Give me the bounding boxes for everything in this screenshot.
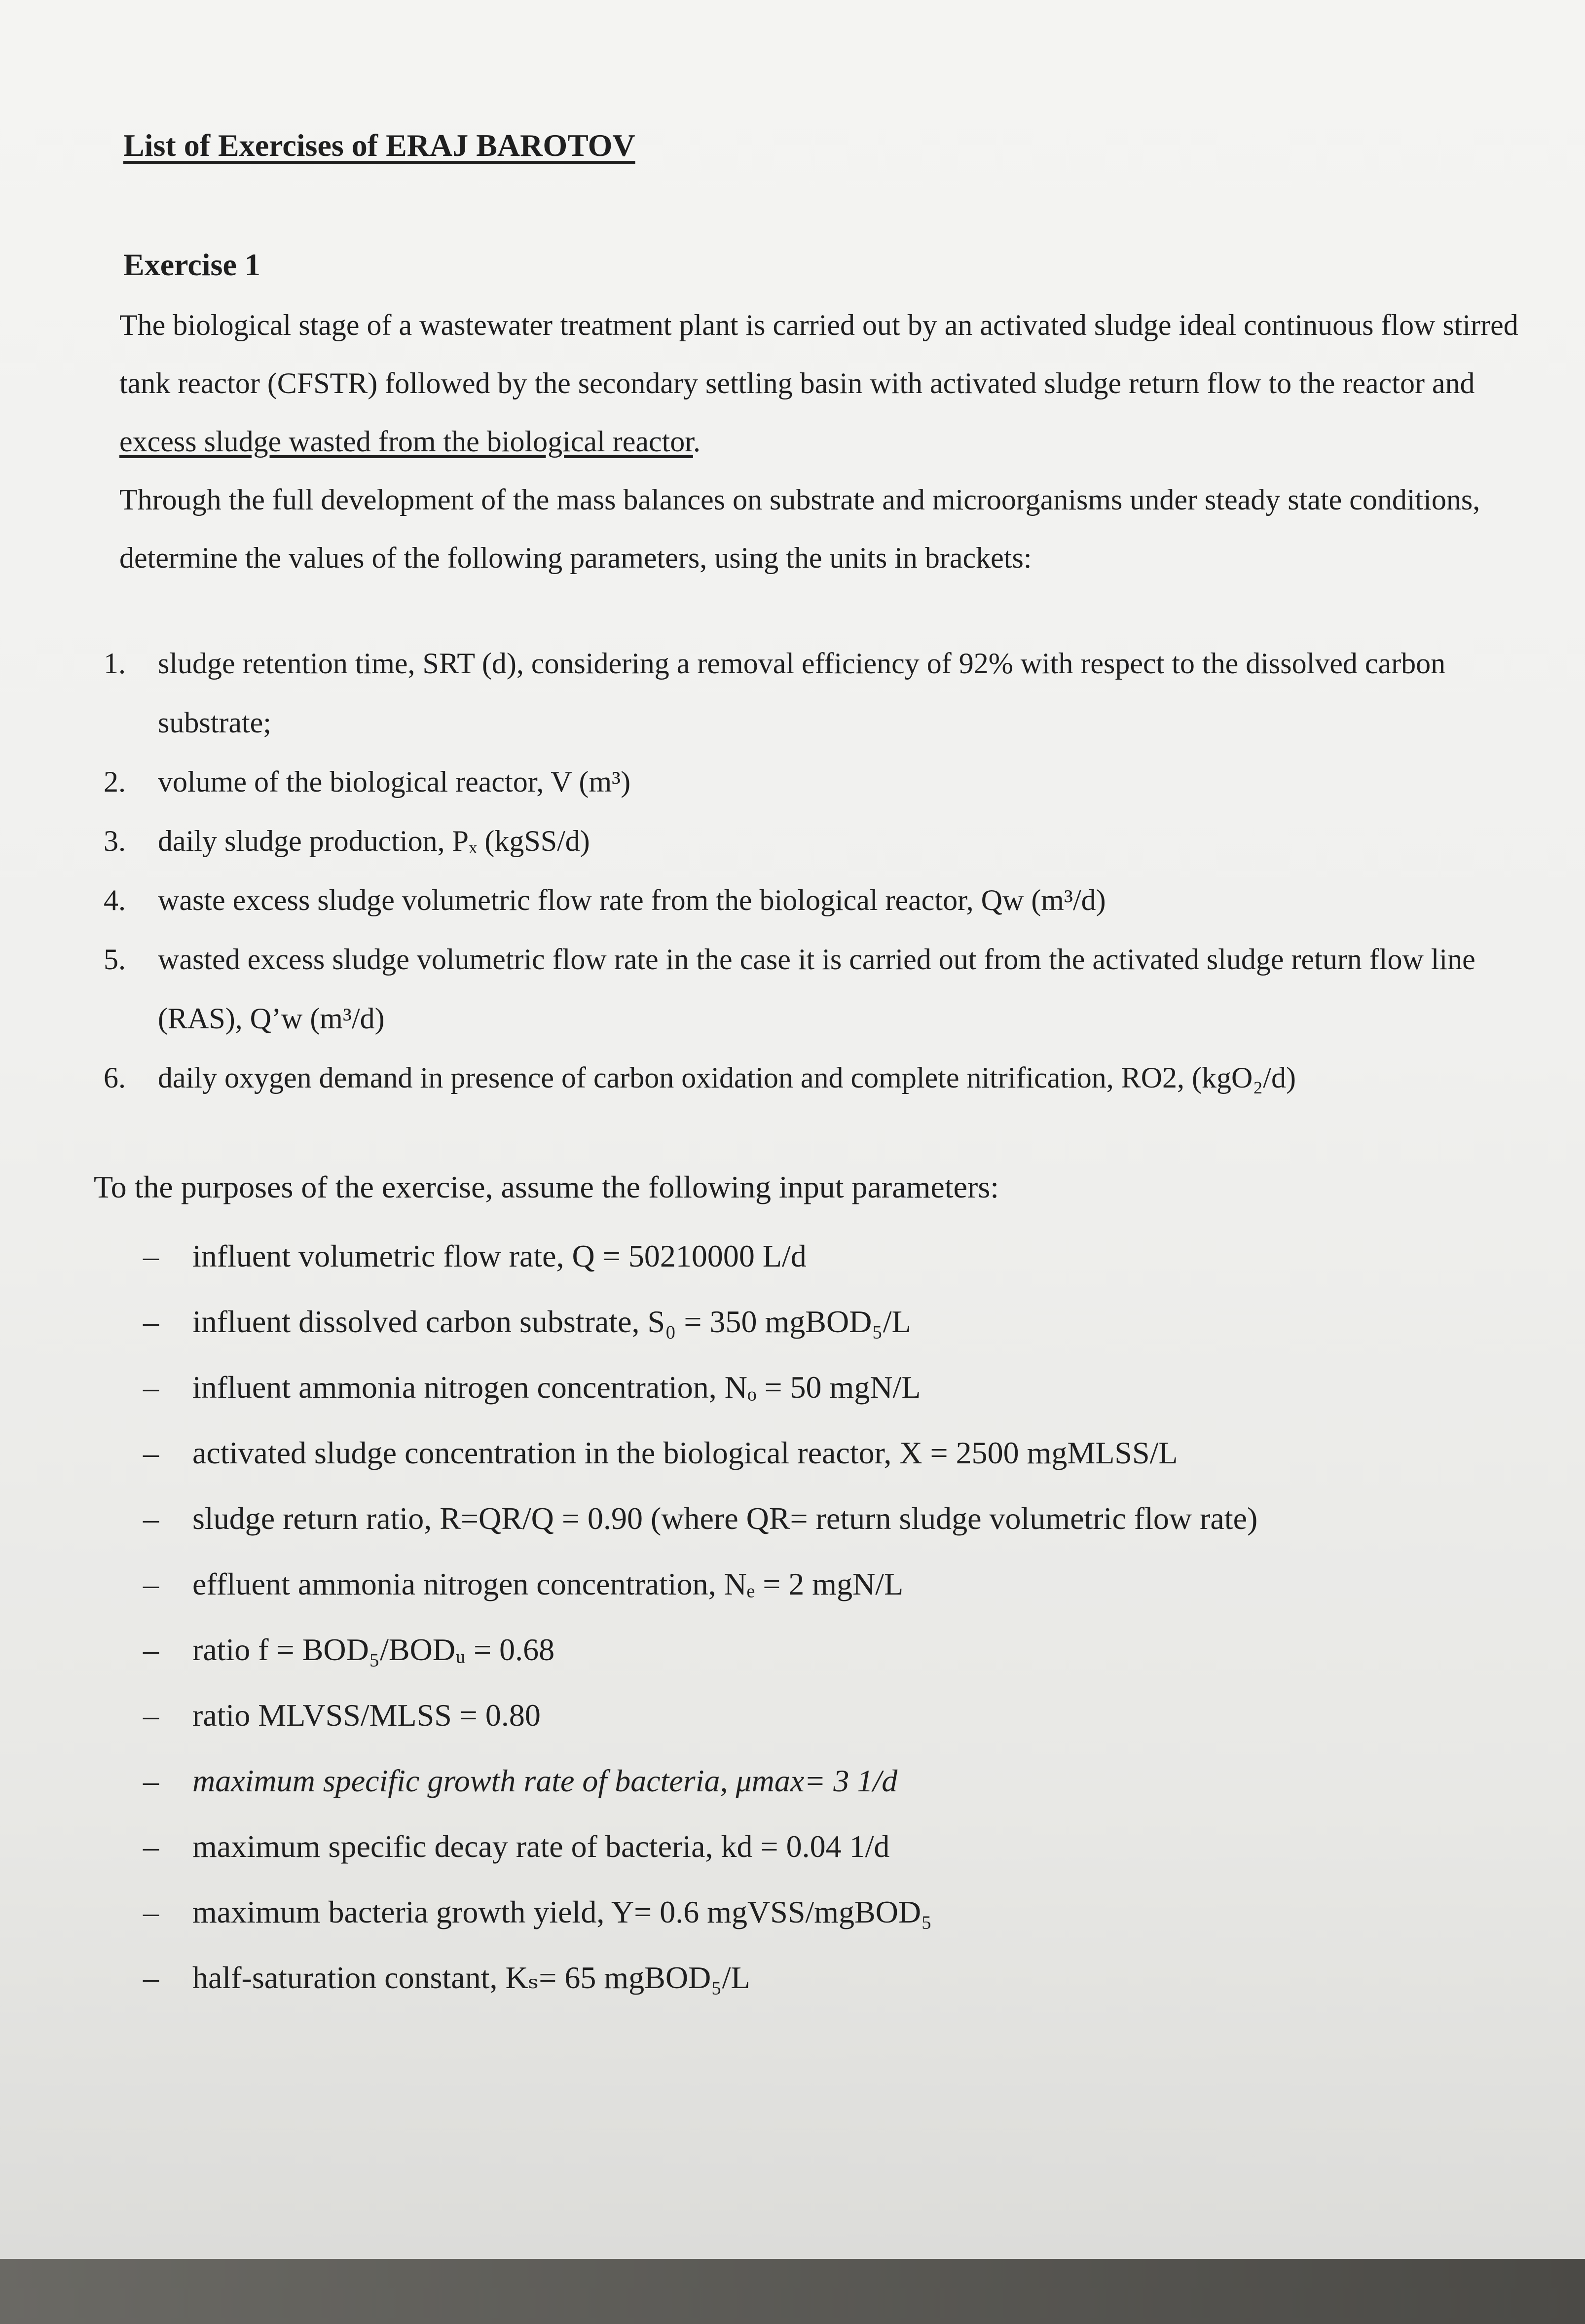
task-item — [94, 811, 1534, 871]
task-number: 4. — [104, 884, 126, 916]
parameter-item — [143, 1223, 1257, 1289]
parameter-text: influent volumetric flow rate, Q = 50210000 L/d — [192, 1238, 807, 1273]
task-number: 6. — [104, 1061, 126, 1094]
parameter-dash: – — [143, 1501, 159, 1536]
parameter-text: maximum specific growth rate of bacteria, μmax= 3 1/d — [192, 1763, 898, 1798]
parameter-dash: – — [143, 1632, 159, 1667]
parameter-item — [143, 1420, 1257, 1486]
parameter-item — [143, 1748, 1257, 1814]
parameter-text: effluent ammonia nitrogen concentration, Nₑ = 2 mgN/L — [192, 1566, 904, 1601]
task-item — [94, 752, 1534, 811]
task-item — [94, 930, 1534, 1048]
intro-text: The biological stage of a wastewater treatment plant is carried out by an activated sludge ideal continuous flow stirred tank reactor (CFSTR) followed by the secondary settling basin with activated sludge return flow to the reactor and — [119, 309, 1518, 399]
task-item — [94, 1048, 1534, 1107]
parameter-dash: – — [143, 1435, 159, 1470]
intro-period: . — [693, 425, 700, 458]
parameter-text: influent dissolved carbon substrate, S₀ = 350 mgBOD₅/L — [192, 1304, 911, 1339]
task-number: 2. — [104, 765, 126, 798]
parameter-item — [143, 1486, 1257, 1551]
parameter-dash: – — [143, 1304, 159, 1339]
task-text: daily oxygen demand in presence of carbon oxidation and complete nitrification, RO2, (kgO₂/d) — [158, 1061, 1296, 1094]
parameter-item — [143, 1551, 1257, 1617]
parameter-text: sludge return ratio, R=QR/Q = 0.90 (where QR= return sludge volumetric flow rate) — [192, 1501, 1258, 1536]
exercise-heading: Exercise 1 — [123, 247, 260, 282]
parameter-dash: – — [143, 1763, 159, 1798]
parameter-item — [143, 1617, 1257, 1682]
desk-surface — [0, 2259, 1585, 2324]
parameter-item — [143, 1354, 1257, 1420]
task-number: 5. — [104, 943, 126, 976]
task-item — [94, 634, 1534, 752]
parameter-item — [143, 1814, 1257, 1879]
task-text: daily sludge production, Pₓ (kgSS/d) — [158, 825, 590, 857]
task-item — [94, 871, 1534, 930]
parameter-dash: – — [143, 1829, 159, 1864]
parameter-text: ratio f = BOD₅/BODᵤ = 0.68 — [192, 1632, 555, 1667]
parameter-dash: – — [143, 1238, 159, 1273]
task-text: sludge retention time, SRT (d), considering a removal efficiency of 92% with respect to the dissolved carbon substrate; — [158, 647, 1446, 739]
parameter-item — [143, 1682, 1257, 1748]
parameter-text: activated sludge concentration in the biological reactor, X = 2500 mgMLSS/L — [192, 1435, 1178, 1470]
task-text: volume of the biological reactor, V (m³) — [158, 765, 631, 798]
page-title: List of Exercises of ERAJ BAROTOV — [123, 128, 635, 163]
task-number: 1. — [104, 647, 126, 680]
parameter-item — [143, 1945, 1257, 2010]
intro-paragraph-2: Through the full development of the mass balances on substrate and microorganisms under steady state conditions, determine the values of the following parameters, using the units in brackets: — [119, 483, 1480, 574]
exercise-intro — [119, 296, 1525, 587]
parameter-dash: – — [143, 1566, 159, 1601]
task-text: waste excess sludge volumetric flow rate from the biological reactor, Qw (m³/d) — [158, 884, 1106, 916]
parameter-text: half-saturation constant, Kₛ= 65 mgBOD₅/L — [192, 1960, 750, 1995]
intro-underlined-text: excess sludge wasted from the biological reactor — [119, 425, 693, 458]
parameter-text: maximum specific decay rate of bacteria, kd = 0.04 1/d — [192, 1829, 890, 1864]
intro-paragraph-1 — [119, 296, 1525, 471]
parameter-dash: – — [143, 1698, 159, 1733]
parameter-text: influent ammonia nitrogen concentration, Nₒ = 50 mgN/L — [192, 1370, 921, 1405]
parameters-intro: To the purposes of the exercise, assume the following input parameters: — [94, 1169, 999, 1204]
parameter-list — [143, 1223, 1257, 2010]
task-number: 3. — [104, 825, 126, 857]
task-text: wasted excess sludge volumetric flow rate in the case it is carried out from the activated sludge return flow line (RAS), Q’w (m³/d) — [158, 943, 1475, 1035]
task-list — [94, 634, 1534, 1107]
parameter-item — [143, 1289, 1257, 1354]
parameter-item — [143, 1879, 1257, 1945]
parameter-dash: – — [143, 1370, 159, 1405]
parameter-dash: – — [143, 1960, 159, 1995]
parameter-dash: – — [143, 1894, 159, 1929]
parameter-text: maximum bacteria growth yield, Y= 0.6 mgVSS/mgBOD₅ — [192, 1894, 932, 1929]
parameter-text: ratio MLVSS/MLSS = 0.80 — [192, 1698, 541, 1733]
